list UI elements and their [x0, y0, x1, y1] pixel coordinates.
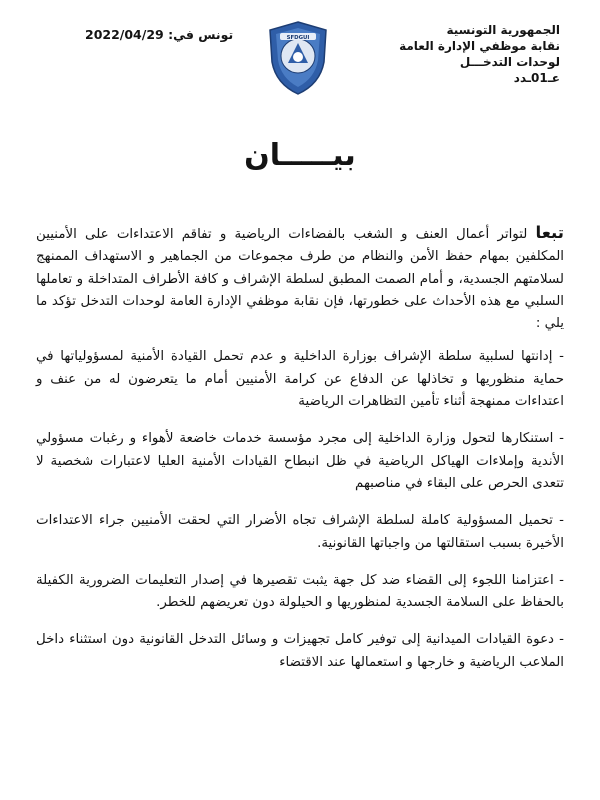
org-line-union: نقابة موظفي الإدارة العامة: [399, 39, 560, 53]
union-emblem: [266, 20, 330, 96]
intro-lead-word: تبعا: [535, 223, 564, 242]
issue-date: تونس في: 2022/04/29: [85, 27, 234, 42]
point-legal-action: - اعتزامنا اللجوء إلى القضاء ضد كل جهة يثبت تقصيرها في إصدار التعليمات الضرورية الكفيلة بالحفاظ على السلامة الجسدية لمنظوريها و الحيلولة دون تعريضهم للخطر.: [36, 572, 564, 611]
statement-body: [36, 222, 564, 689]
intro-text: لتواتر أعمال العنف و الشغب بالفضاءات الرياضية و تفاقم الاعتداءات على الأمنيين المكلفين بمهام حفظ الأمن والنظام من طرف مجموعات من الجماهير و الاستهداف الممنهج لسلامتهم الجسدية، و أمام الصمت المطبق لسلطة الإشراف و كافة الأطراف المتداخلة و تعاملها السلبي مع هذه الأحداث على خطورتها، فإن نقابة موظفي الإدارة العامة لوحدات التدخل تؤكد ما يلي :: [36, 227, 564, 332]
org-line-units: لوحدات التدخـــل: [459, 55, 560, 69]
emblem-text: SFDGUI: [286, 35, 310, 41]
org-line-number: عـ01ـدد: [513, 71, 560, 85]
point-denunciation: - استنكارها لتحول وزارة الداخلية إلى مجرد مؤسسة خدمات خاضعة لأهواء و رغبات مسؤولي الأندية وإملاءات الهياكل الرياضية في ظل انبطاح القيادات الأمنية العليا لاعتبارات شخصية لا تتعدى الحرص على البقاء في مناصبهم: [36, 431, 564, 491]
point-equipment-call: - دعوة القيادات الميدانية إلى توفير كامل تجهيزات و وسائل التدخل القانونية دون استثناء داخل الملاعب الرياضية و خارجها و استعمالها عند الاقتضاء: [36, 632, 564, 670]
point-condemnation: - إدانتها لسلبية سلطة الإشراف بوزارة الداخلية و عدم تحمل القيادة الأمنية لمسؤولياتها في حماية منظوريها و تخاذلها عن الدفاع عن كرامة الأمنيين أمام ما يتعرضون له من عنف و اعتداءات ممنهجة أثناء تأمين التظاهرات الرياضية: [36, 349, 564, 410]
intro-paragraph: [36, 222, 564, 335]
organization-block: [399, 22, 560, 86]
point-responsibility: - تحميل المسؤولية كاملة لسلطة الإشراف تجاه الأضرار التي لحقت الأمنيين جراء الاعتداءات الأخيرة بسبب استقالتها من واجباتها القانونية.: [36, 513, 564, 551]
document-title: بيـــــان: [244, 138, 356, 173]
org-line-country: الجمهورية التونسية: [446, 23, 560, 37]
letterhead: [30, 14, 570, 104]
